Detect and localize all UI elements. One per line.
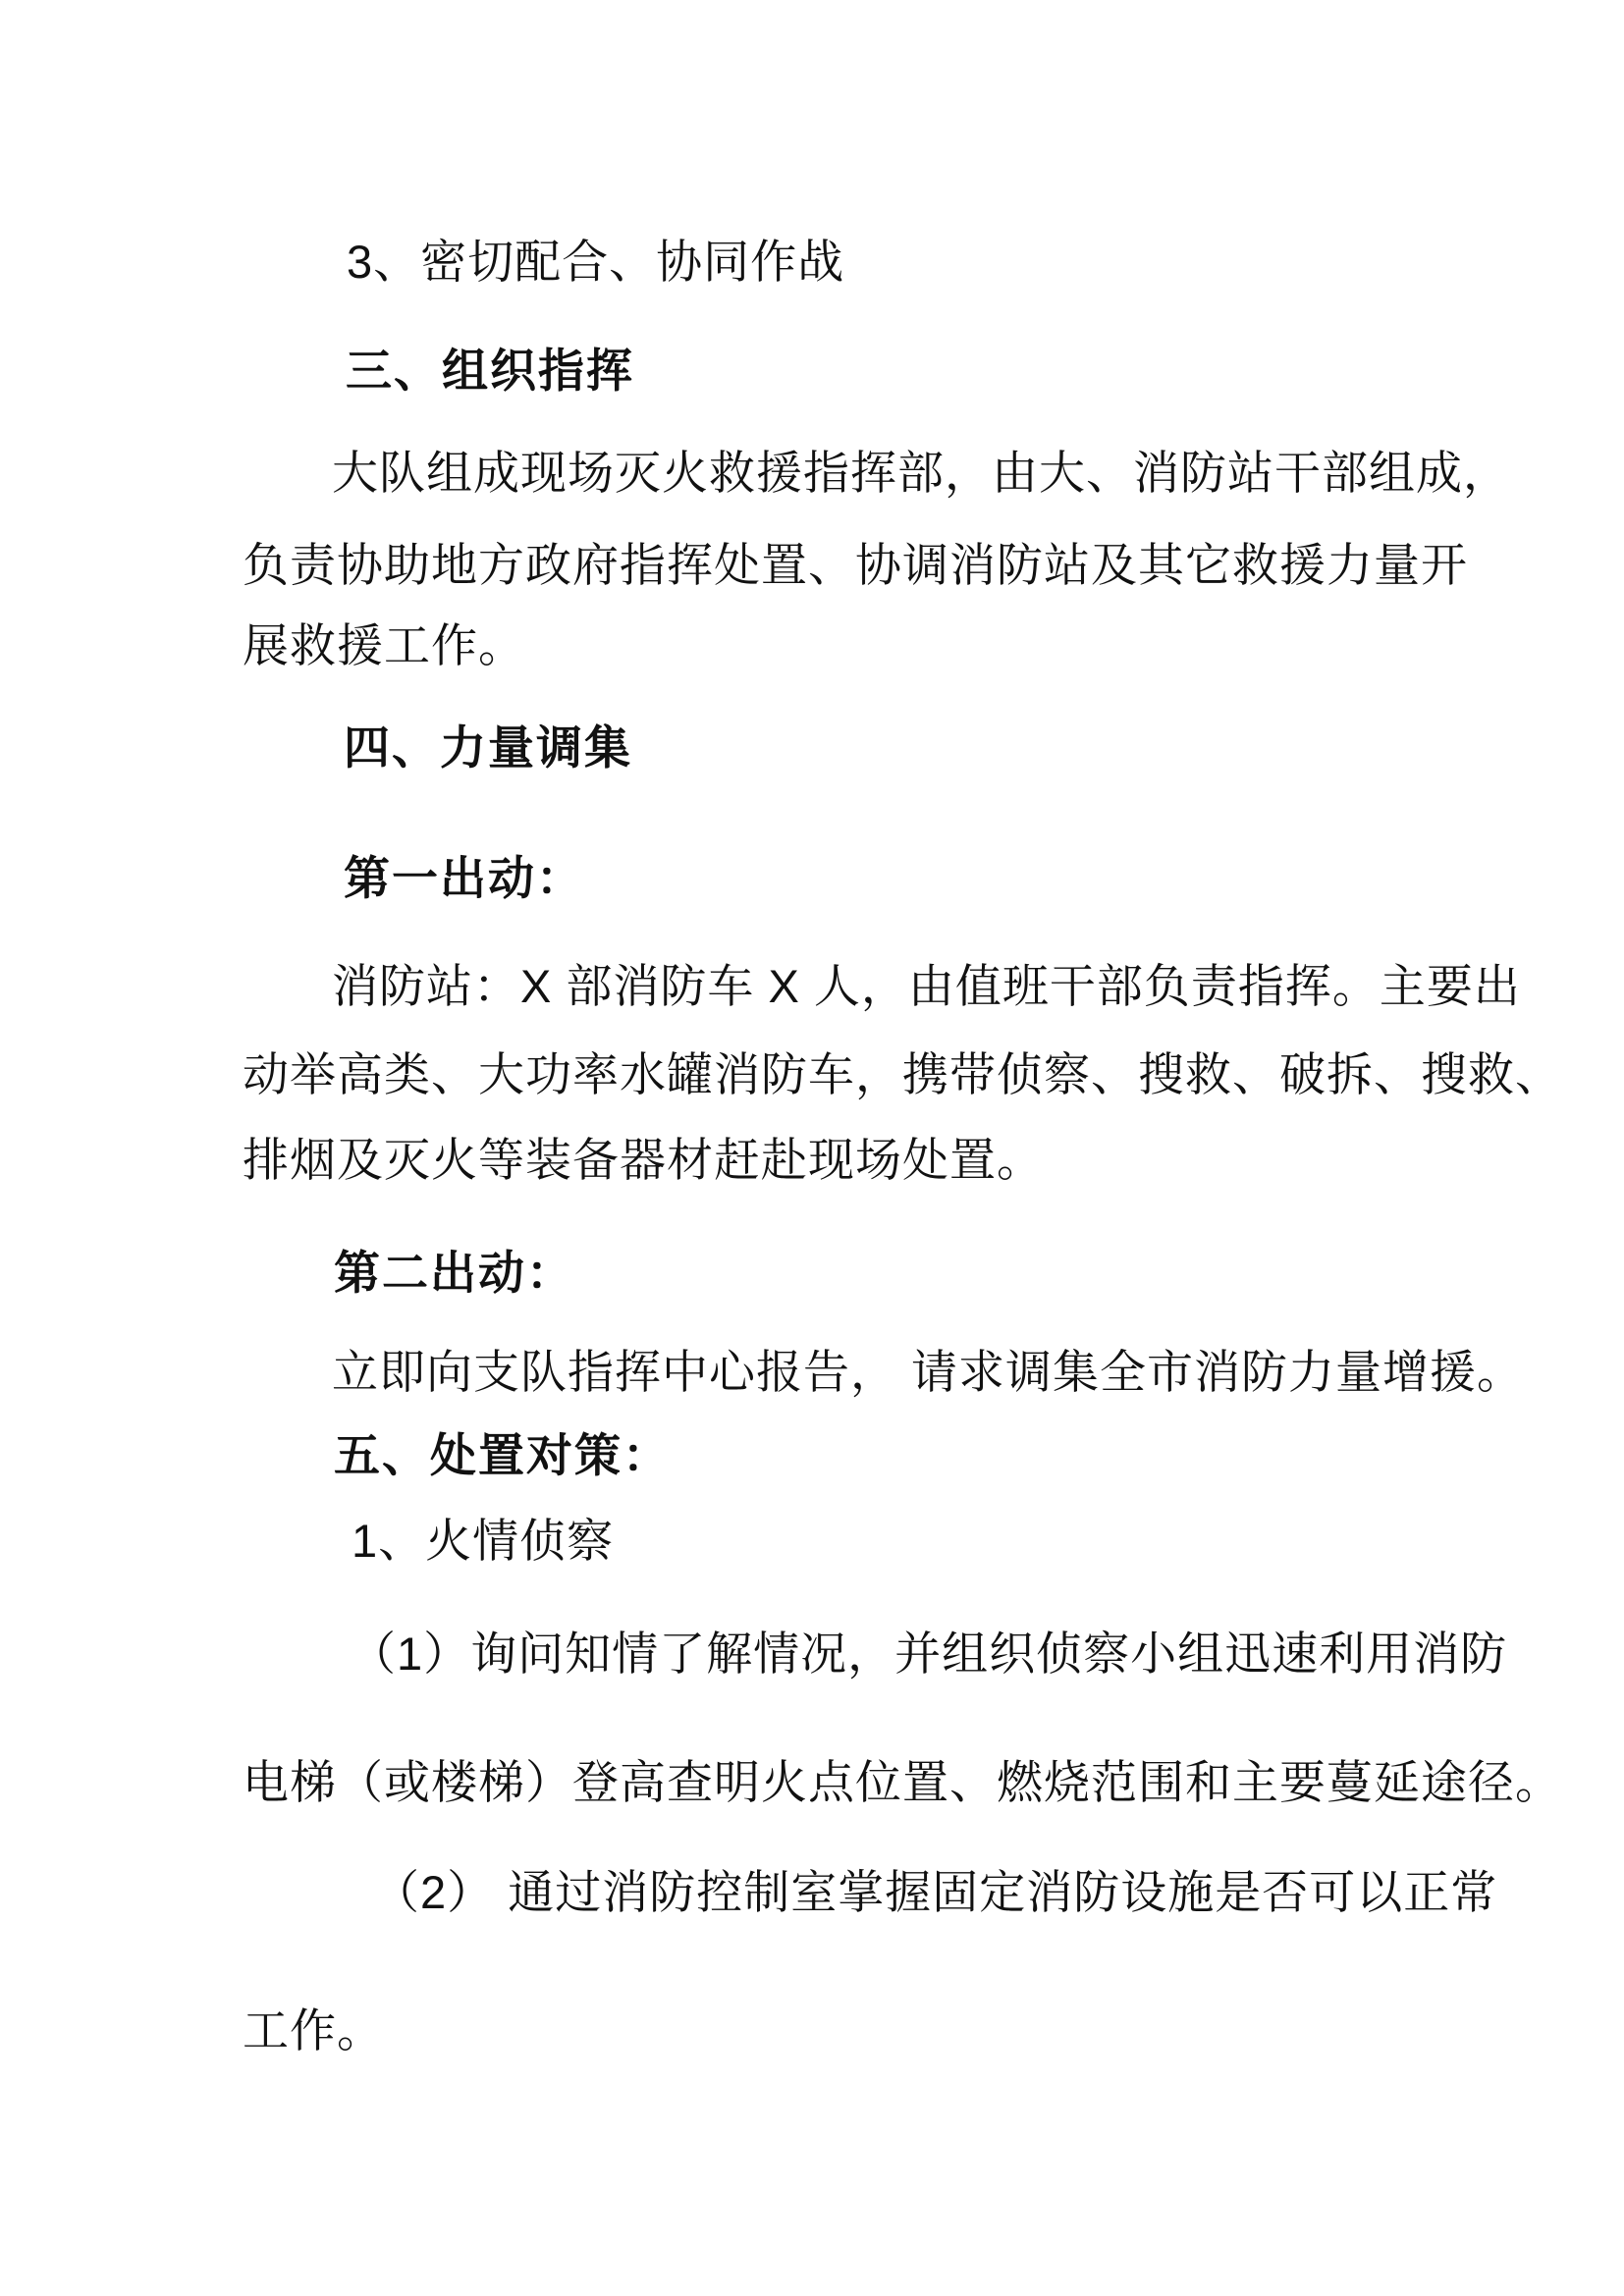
para-recon-item2-line-2: 工作。: [243, 2004, 384, 2056]
subheading-first-dispatch: 第一出动：: [344, 852, 584, 904]
para-recon-item1-line-1: （1）询问知情了解情况，并组织侦察小组迅速利用消防: [350, 1628, 1508, 1680]
para-command-line-3: 展救援工作。: [243, 619, 525, 671]
list-item-coordinate-combat: 3、密切配合、协同作战: [347, 236, 845, 288]
heading-response-measures: 五、处置对策：: [334, 1429, 671, 1481]
para-command-line-1: 大队组成现场灭火救援指挥部，由大、消防站干部组成，: [332, 447, 1510, 499]
para-command-line-2: 负责协助地方政府指挥处置、协调消防站及其它救援力量开: [243, 539, 1468, 591]
para-second-dispatch-line-1: 立即向支队指挥中心报告， 请求调集全市消防力量增援。: [332, 1346, 1525, 1398]
para-first-dispatch-line-1: 消防站：X 部消防车 X 人，由值班干部负责指挥。主要出: [332, 960, 1521, 1012]
list-item-fire-reconnaissance: 1、火情侦察: [352, 1515, 615, 1567]
heading-force-mobilization: 四、力量调集: [344, 721, 632, 774]
para-recon-item2-line-1: （2） 通过消防控制室掌握固定消防设施是否可以正常: [373, 1866, 1498, 1918]
para-first-dispatch-line-3: 排烟及灭火等装备器材赶赴现场处置。: [243, 1134, 1044, 1186]
heading-organization-command: 三、组织指挥: [346, 345, 634, 397]
para-recon-item1-line-2: 电梯（或楼梯）登高查明火点位置、燃烧范围和主要蔓延途径。: [243, 1756, 1562, 1808]
para-first-dispatch-line-2: 动举高类、大功率水罐消防车，携带侦察、搜救、破拆、搜救、: [243, 1048, 1562, 1100]
subheading-second-dispatch: 第二出动：: [334, 1247, 574, 1299]
